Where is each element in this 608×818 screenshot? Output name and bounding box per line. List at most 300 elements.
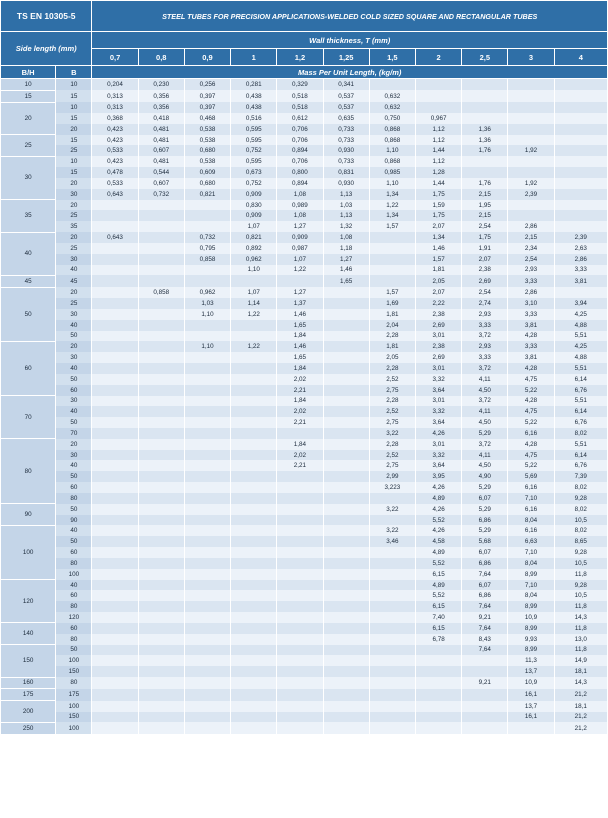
mass-cell: 2,69 (415, 320, 461, 331)
bh-cell: 250 (1, 722, 56, 734)
mass-cell (184, 580, 230, 591)
mass-cell (323, 515, 369, 526)
mass-cell (184, 493, 230, 504)
mass-cell (277, 547, 323, 558)
b-cell: 150 (56, 666, 92, 677)
mass-cell: 2,86 (554, 254, 607, 265)
mass-cell (92, 320, 138, 331)
table-row (1, 102, 608, 113)
mass-cell: 1,13 (323, 189, 369, 200)
mass-cell: 1,65 (277, 352, 323, 363)
mass-cell: 2,07 (415, 287, 461, 298)
b-cell: 40 (56, 525, 92, 536)
mass-cell (323, 722, 369, 734)
mass-cell: 2,22 (415, 298, 461, 309)
mass-cell (184, 200, 230, 211)
mass-cell: 0,595 (231, 124, 277, 135)
mass-cell: 1,69 (369, 298, 415, 309)
mass-cell (277, 645, 323, 656)
mass-cell: 0,680 (184, 178, 230, 189)
mass-cell: 6,16 (508, 504, 554, 515)
mass-cell (92, 341, 138, 352)
mass-cell (184, 406, 230, 417)
mass-cell: 2,54 (462, 221, 508, 232)
mass-cell (184, 504, 230, 515)
table-row (1, 79, 608, 91)
mass-cell: 8,99 (508, 623, 554, 634)
b-cell: 60 (56, 482, 92, 493)
mass-cell (184, 221, 230, 232)
table-row (1, 331, 608, 342)
b-cell: 20 (56, 439, 92, 450)
mass-cell (277, 655, 323, 666)
mass-cell: 0,962 (231, 254, 277, 265)
mass-cell (92, 309, 138, 320)
b-cell: 60 (56, 385, 92, 396)
mass-cell (231, 580, 277, 591)
mass-cell (138, 331, 184, 342)
bh-cell: 175 (1, 689, 56, 701)
mass-cell: 4,58 (415, 536, 461, 547)
mass-cell: 0,821 (184, 189, 230, 200)
mass-cell: 0,518 (277, 102, 323, 113)
mass-cell: 7,40 (415, 612, 461, 623)
mass-cell (277, 634, 323, 645)
mass-cell (92, 298, 138, 309)
mass-cell: 0,341 (323, 79, 369, 91)
mass-cell (184, 601, 230, 612)
b-cell: 20 (56, 200, 92, 211)
mass-cell: 0,821 (231, 232, 277, 243)
mass-cell: 0,468 (184, 113, 230, 124)
b-cell: 100 (56, 655, 92, 666)
mass-cell (138, 428, 184, 439)
mass-cell: 1,44 (415, 178, 461, 189)
mass-cell: 11,8 (554, 645, 607, 656)
mass-cell (184, 722, 230, 734)
mass-cell (92, 515, 138, 526)
mass-cell (231, 504, 277, 515)
mass-cell (415, 102, 461, 113)
mass-cell (415, 655, 461, 666)
mass-cell: 8,99 (508, 601, 554, 612)
b-cell: 50 (56, 331, 92, 342)
mass-cell (184, 689, 230, 701)
mass-cell (554, 79, 607, 91)
b-cell: 80 (56, 493, 92, 504)
mass-cell: 4,11 (462, 374, 508, 385)
mass-cell (323, 645, 369, 656)
table-row (1, 601, 608, 612)
mass-cell: 6,07 (462, 580, 508, 591)
b-cell: 15 (56, 135, 92, 146)
mass-cell: 1,32 (323, 221, 369, 232)
b-cell: 100 (56, 569, 92, 580)
mass-cell: 5,68 (462, 536, 508, 547)
mass-cell: 1,95 (462, 200, 508, 211)
table-row (1, 515, 608, 526)
mass-cell (92, 417, 138, 428)
mass-cell (277, 623, 323, 634)
mass-cell (508, 156, 554, 167)
table-row (1, 712, 608, 723)
mass-cell: 0,858 (138, 287, 184, 298)
mass-cell (138, 320, 184, 331)
thickness-header-cell: 1,25 (323, 49, 369, 66)
mass-cell: 4,26 (415, 525, 461, 536)
mass-cell: 1,03 (184, 298, 230, 309)
mass-cell (138, 569, 184, 580)
mass-cell: 0,595 (231, 135, 277, 146)
bh-cell: 120 (1, 580, 56, 623)
mass-cell (92, 623, 138, 634)
b-cell: 50 (56, 536, 92, 547)
mass-cell (184, 645, 230, 656)
mass-cell (323, 482, 369, 493)
mass-cell (231, 569, 277, 580)
b-cell: 30 (56, 254, 92, 265)
b-cell: 60 (56, 547, 92, 558)
bh-cell: 45 (1, 275, 56, 287)
mass-cell (92, 701, 138, 712)
table-row (1, 439, 608, 450)
table-row (1, 385, 608, 396)
bh-cell: 10 (1, 79, 56, 91)
mass-cell: 4,75 (508, 406, 554, 417)
mass-cell: 5,22 (508, 385, 554, 396)
mass-cell (231, 482, 277, 493)
mass-cell (92, 331, 138, 342)
mass-cell (508, 124, 554, 135)
mass-cell: 5,29 (462, 504, 508, 515)
mass-cell (508, 90, 554, 102)
mass-cell: 1,27 (277, 221, 323, 232)
mass-cell (231, 406, 277, 417)
b-cell: 20 (56, 178, 92, 189)
mass-cell: 0,544 (138, 167, 184, 178)
mass-cell (92, 471, 138, 482)
mass-cell: 0,732 (138, 189, 184, 200)
mass-cell: 1,84 (277, 363, 323, 374)
mass-cell (369, 666, 415, 677)
mass-cell: 0,518 (277, 90, 323, 102)
mass-cell (508, 167, 554, 178)
mass-cell: 6,63 (508, 536, 554, 547)
mass-cell (184, 558, 230, 569)
table-row (1, 124, 608, 135)
b-cell: 30 (56, 189, 92, 200)
mass-cell (138, 645, 184, 656)
mass-cell: 0,423 (92, 156, 138, 167)
b-cell: 25 (56, 145, 92, 156)
mass-cell: 0,967 (415, 113, 461, 124)
table-row (1, 396, 608, 407)
mass-cell (138, 341, 184, 352)
mass-cell: 2,52 (369, 450, 415, 461)
mass-cell: 1,08 (277, 189, 323, 200)
mass-cell (92, 536, 138, 547)
mass-cell (323, 580, 369, 591)
mass-cell: 3,94 (554, 298, 607, 309)
mass-cell: 3,81 (508, 320, 554, 331)
thickness-header-cell: 1,2 (277, 49, 323, 66)
mass-cell: 0,423 (92, 124, 138, 135)
mass-cell (323, 352, 369, 363)
mass-cell (231, 493, 277, 504)
mass-cell: 6,76 (554, 460, 607, 471)
mass-cell: 3,33 (462, 352, 508, 363)
mass-cell (369, 590, 415, 601)
mass-cell: 1,57 (369, 221, 415, 232)
mass-cell: 4,90 (462, 471, 508, 482)
mass-cell: 3,10 (508, 298, 554, 309)
table-row (1, 623, 608, 634)
table-row (1, 525, 608, 536)
mass-cell: 3,33 (554, 265, 607, 276)
mass-cell (277, 471, 323, 482)
mass-cell (138, 385, 184, 396)
mass-cell (462, 113, 508, 124)
mass-cell: 4,11 (462, 450, 508, 461)
mass-cell: 1,22 (231, 309, 277, 320)
mass-cell: 2,02 (277, 450, 323, 461)
thickness-header-cell: 2,5 (462, 49, 508, 66)
mass-cell (369, 493, 415, 504)
mass-cell: 11,8 (554, 601, 607, 612)
mass-cell: 1,07 (277, 254, 323, 265)
mass-cell (462, 90, 508, 102)
mass-cell: 2,15 (508, 232, 554, 243)
mass-cell: 1,75 (415, 210, 461, 221)
table-row (1, 135, 608, 146)
mass-cell: 10,5 (554, 515, 607, 526)
mass-cell (323, 666, 369, 677)
table-row (1, 167, 608, 178)
bh-cell: 90 (1, 504, 56, 526)
mass-cell: 2,02 (277, 374, 323, 385)
mass-cell (231, 689, 277, 701)
mass-cell: 0,230 (138, 79, 184, 91)
mass-cell: 9,93 (508, 634, 554, 645)
mass-cell: 2,99 (369, 471, 415, 482)
mass-cell (277, 428, 323, 439)
table-row (1, 612, 608, 623)
mass-cell (138, 396, 184, 407)
mass-cell: 13,0 (554, 634, 607, 645)
mass-cell: 1,46 (415, 243, 461, 254)
mass-cell: 4,75 (508, 374, 554, 385)
b-cell: 40 (56, 265, 92, 276)
b-cell: 20 (56, 124, 92, 135)
b-cell: 20 (56, 232, 92, 243)
mass-cell (231, 471, 277, 482)
mass-cell (231, 666, 277, 677)
mass-cell (323, 712, 369, 723)
mass-cell (184, 701, 230, 712)
mass-cell (231, 712, 277, 723)
mass-cell: 0,894 (277, 178, 323, 189)
bh-cell: 30 (1, 156, 56, 199)
b-cell: 40 (56, 460, 92, 471)
mass-cell: 4,89 (415, 493, 461, 504)
mass-cell: 0,438 (231, 102, 277, 113)
mass-cell: 2,75 (369, 460, 415, 471)
b-cell: 35 (56, 221, 92, 232)
mass-cell (138, 536, 184, 547)
mass-cell: 5,51 (554, 363, 607, 374)
mass-cell: 0,595 (231, 156, 277, 167)
mass-cell (277, 493, 323, 504)
mass-cell: 16,1 (508, 712, 554, 723)
mass-cell: 0,673 (231, 167, 277, 178)
mass-cell (462, 79, 508, 91)
mass-cell (138, 482, 184, 493)
mass-cell (231, 275, 277, 287)
mass-cell (508, 200, 554, 211)
mass-cell: 1,92 (508, 178, 554, 189)
mass-cell (92, 525, 138, 536)
mass-cell (369, 689, 415, 701)
mass-cell (369, 612, 415, 623)
mass-cell (554, 124, 607, 135)
mass-cell: 1,36 (462, 124, 508, 135)
mass-cell (323, 385, 369, 396)
mass-cell (554, 135, 607, 146)
b-cell: 120 (56, 612, 92, 623)
mass-cell (231, 645, 277, 656)
b-header: B (56, 66, 92, 79)
mass-label: Mass Per Unit Length, (kg/m) (298, 67, 402, 77)
mass-cell: 1,81 (369, 309, 415, 320)
b-cell: 70 (56, 428, 92, 439)
mass-cell: 1,57 (415, 254, 461, 265)
bh-cell: 80 (1, 439, 56, 504)
mass-cell (323, 363, 369, 374)
b-cell: 50 (56, 471, 92, 482)
mass-cell (138, 200, 184, 211)
mass-cell (415, 712, 461, 723)
mass-cell (323, 558, 369, 569)
table-row (1, 428, 608, 439)
mass-cell (231, 558, 277, 569)
mass-cell (184, 471, 230, 482)
mass-cell (231, 701, 277, 712)
b-cell: 40 (56, 363, 92, 374)
mass-cell (277, 525, 323, 536)
mass-cell: 1,27 (323, 254, 369, 265)
b-cell: 50 (56, 504, 92, 515)
mass-cell: 0,831 (323, 167, 369, 178)
mass-cell (231, 439, 277, 450)
mass-cell: 8,02 (554, 504, 607, 515)
mass-cell (138, 580, 184, 591)
mass-cell (138, 471, 184, 482)
mass-cell: 0,894 (277, 145, 323, 156)
mass-cell: 0,858 (184, 254, 230, 265)
mass-cell: 3,64 (415, 385, 461, 396)
mass-cell: 4,89 (415, 580, 461, 591)
mass-cell: 6,15 (415, 623, 461, 634)
bh-cell: 100 (1, 525, 56, 579)
bh-cell: 15 (1, 90, 56, 102)
mass-cell: 0,538 (184, 156, 230, 167)
table-row (1, 482, 608, 493)
mass-cell (184, 417, 230, 428)
mass-cell: 9,21 (462, 612, 508, 623)
mass-cell: 6,86 (462, 558, 508, 569)
mass-cell: 4,50 (462, 460, 508, 471)
mass-cell (138, 232, 184, 243)
mass-cell: 9,21 (462, 677, 508, 689)
mass-cell (369, 232, 415, 243)
mass-cell: 2,38 (462, 265, 508, 276)
mass-cell (184, 536, 230, 547)
mass-cell: 0,537 (323, 102, 369, 113)
mass-cell (92, 493, 138, 504)
mass-cell (369, 634, 415, 645)
mass-cell: 0,962 (184, 287, 230, 298)
table-row (1, 558, 608, 569)
mass-cell (184, 439, 230, 450)
mass-cell: 0,632 (369, 102, 415, 113)
table-row (1, 210, 608, 221)
mass-cell (323, 298, 369, 309)
mass-cell (323, 320, 369, 331)
table-row (1, 232, 608, 243)
mass-cell: 6,14 (554, 450, 607, 461)
mass-cell: 1,03 (323, 200, 369, 211)
mass-cell: 8,04 (508, 590, 554, 601)
mass-cell (369, 265, 415, 276)
mass-cell (323, 450, 369, 461)
mass-cell: 0,481 (138, 156, 184, 167)
b-cell: 60 (56, 623, 92, 634)
mass-cell: 5,29 (462, 428, 508, 439)
b-cell: 20 (56, 287, 92, 298)
mass-cell (277, 569, 323, 580)
mass-cell: 2,05 (369, 352, 415, 363)
mass-cell (92, 243, 138, 254)
mass-cell: 0,732 (184, 232, 230, 243)
mass-cell: 2,15 (462, 189, 508, 200)
mass-cell (138, 450, 184, 461)
mass-cell (184, 374, 230, 385)
mass-cell: 3,01 (415, 363, 461, 374)
mass-cell: 1,84 (277, 396, 323, 407)
mass-cell: 3,33 (462, 320, 508, 331)
mass-cell: 5,52 (415, 590, 461, 601)
mass-cell (138, 460, 184, 471)
mass-cell: 0,537 (323, 90, 369, 102)
mass-cell: 3,72 (462, 439, 508, 450)
mass-cell (184, 590, 230, 601)
mass-cell: 3,64 (415, 460, 461, 471)
mass-cell (92, 482, 138, 493)
mass-cell: 4,26 (415, 482, 461, 493)
mass-cell: 9,28 (554, 493, 607, 504)
mass-cell (138, 666, 184, 677)
mass-cell (138, 374, 184, 385)
mass-cell (138, 722, 184, 734)
mass-header (92, 66, 608, 79)
mass-cell (138, 547, 184, 558)
mass-cell (554, 221, 607, 232)
table-row (1, 200, 608, 211)
mass-cell (277, 515, 323, 526)
mass-cell: 6,07 (462, 493, 508, 504)
mass-cell (277, 601, 323, 612)
mass-cell: 4,28 (508, 363, 554, 374)
